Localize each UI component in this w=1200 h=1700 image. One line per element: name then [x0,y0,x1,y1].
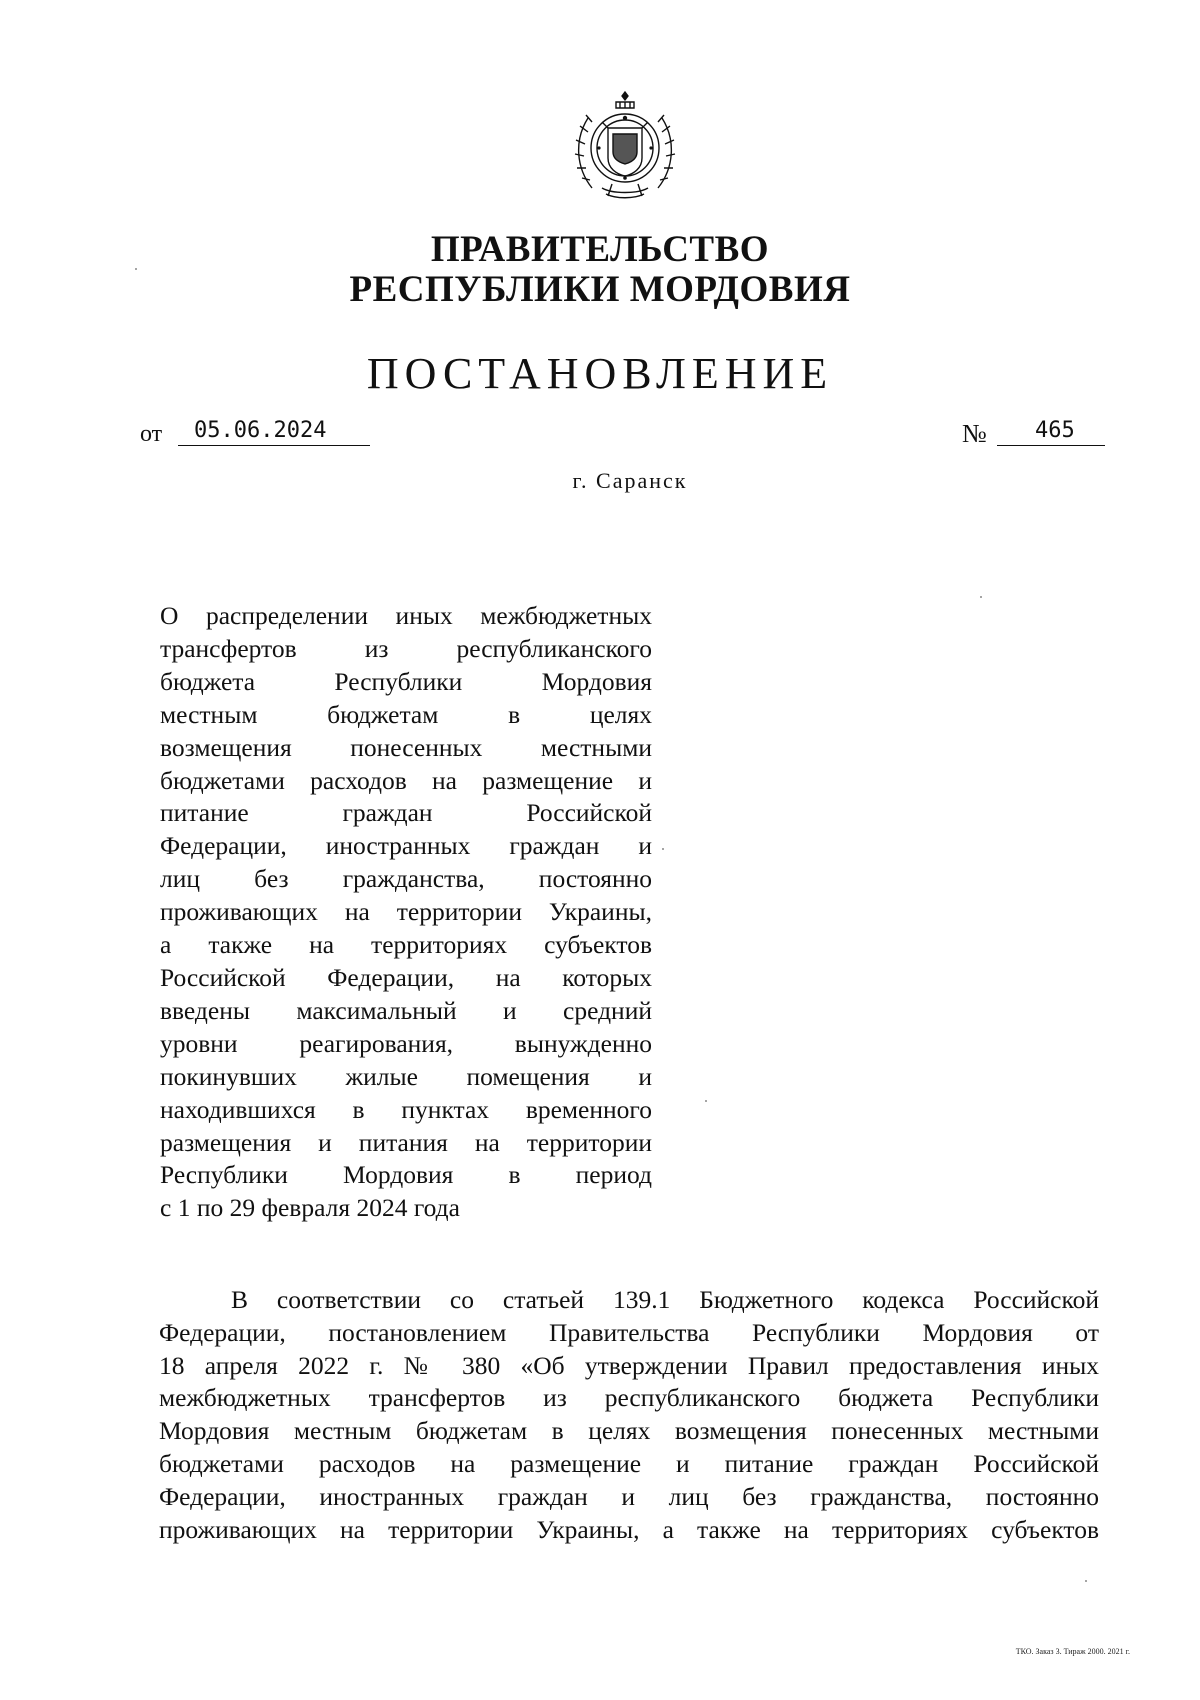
subject-line: питание граждан Российской [160,798,652,828]
body-line: проживающих на территории Украины, а также на территориях субъектов [159,1514,1099,1544]
print-run-footer: ТКО. Заказ 3. Тираж 2000. 2021 г. [1015,1647,1130,1656]
subject-line: размещения и питания на территории [160,1127,652,1157]
subject-line: проживающих на территории Украины, [160,897,652,927]
subject-line: с 1 по 29 февраля 2024 года [160,1193,460,1223]
body-line: 18 апреля 2022 г. № 380 «Об утверждении Правил предоставления иных [159,1350,1099,1380]
body-line: межбюджетных трансфертов из республиканского бюджета Республики [159,1383,1099,1413]
document-date: 05.06.2024 [178,418,370,446]
number-label: № [962,419,987,448]
subject-line: трансфертов из республиканского [160,633,652,663]
document-body [159,1284,1099,1546]
subject-line: бюджета Республики Мордовия [160,666,652,696]
document-type-heading: ПОСТАНОВЛЕНИЕ [366,349,834,398]
subject-line: уровни реагирования, вынужденно [160,1028,652,1058]
subject-line: Федерации, иностранных граждан и [160,831,652,861]
document-subject [160,600,652,1225]
subject-line: возмещения понесенных местными [160,732,652,762]
city-of-issue: г. Саранск [572,468,688,493]
subject-line: Республики Мордовия в период [160,1160,652,1190]
date-label: от [140,421,163,447]
subject-line: покинувших жилые помещения и [160,1061,652,1091]
body-line: Федерации, иностранных граждан и лиц без гражданства, постоянно [159,1481,1099,1511]
subject-line: бюджетами расходов на размещение и [160,765,652,795]
scan-speck [1085,1580,1087,1582]
body-line: В соответствии со статьей 139.1 Бюджетного кодекса Российской [231,1285,1099,1314]
subject-line: местным бюджетам в целях [160,699,652,729]
subject-line: Российской Федерации, на которых [160,962,652,992]
scan-speck [135,268,137,270]
subject-line: а также на территориях субъектов [160,930,652,960]
scan-speck [705,1100,707,1102]
scan-speck [662,848,664,850]
org-title-line-1: ПРАВИТЕЛЬСТВО [430,229,770,270]
body-line: Мордовия местным бюджетам в целях возмещения понесенных местными [159,1416,1099,1446]
subject-line: О распределении иных межбюджетных [160,601,652,630]
subject-line: лиц без гражданства, постоянно [160,864,652,894]
scan-speck [980,596,982,598]
coat-of-arms-emblem [572,88,678,208]
body-line: Федерации, постановлением Правительства Республики Мордовия от [159,1317,1099,1347]
subject-line: находившихся в пунктах временного [160,1094,652,1124]
subject-line: введены максимальный и средний [160,995,652,1025]
org-title-line-2: РЕСПУБЛИКИ МОРДОВИЯ [349,269,851,310]
document-number: 465 [997,418,1105,446]
body-line: бюджетами расходов на размещение и питание граждан Российской [159,1448,1099,1478]
